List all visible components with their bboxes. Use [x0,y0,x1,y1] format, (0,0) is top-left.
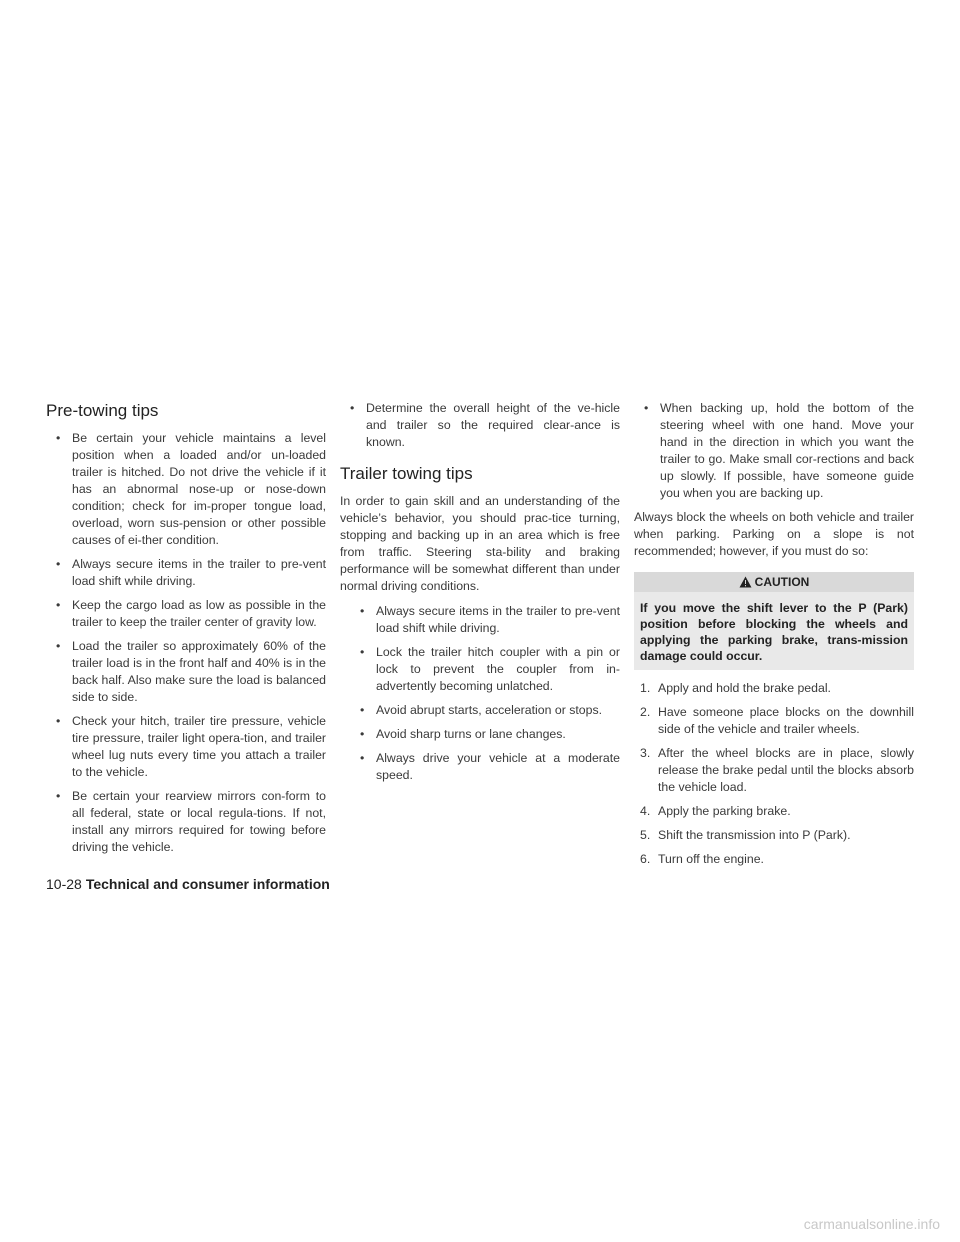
pre-towing-bullet-list [46,430,326,856]
step-number: 5. [640,828,651,842]
list-item: • Always secure items in the trailer to pre-vent load shift while driving. [46,556,326,590]
step-number: 1. [640,681,651,695]
trailer-towing-tips-heading: Trailer towing tips [340,464,473,483]
list-item: • Check your hitch, trailer tire pressure, vehicle tire pressure, trailer light opera-tion, and trailer wheel lug nuts every time you attach a trailer to the vehicle. [46,713,326,781]
warning-triangle-icon [739,576,752,588]
list-item: • Determine the overall height of the ve-hicle and trailer so the required clear-ance is known. [340,400,620,451]
step-text: Shift the transmission into P (Park). [658,828,851,842]
list-item: • Be certain your vehicle maintains a level position when a loaded and/or un-loaded trailer is hitched. Do not drive the vehicle if it has an abnormal nose-up or nose-down condition; check for im-proper tongue load, overload, worn sus-pension or other possible causes of ei-ther condition. [46,430,326,549]
section-title: Technical and consumer information [85,876,330,892]
trailer-towing-intro: In order to gain skill and an understanding of the vehicle’s behavior, you should prac-tice turning, stopping and backing up in an area which is free from traffic. Steering sta-bility and braking performance will be somewhat different than under normal driving conditions. [340,494,620,593]
step-number: 6. [640,852,651,866]
step-text: Apply the parking brake. [658,804,791,818]
list-item [634,704,914,738]
list-item: • Avoid abrupt starts, acceleration or stops. [340,702,620,719]
step-text: Turn off the engine. [658,852,764,866]
list-item [634,827,914,844]
caution-text: If you move the shift lever to the P (Park) position before blocking the wheels and applying the parking brake, trans-mission damage could occur. [634,592,914,670]
continued-bullet-list [340,400,620,451]
caution-header [634,572,914,592]
list-item: • Lock the trailer hitch coupler with a pin or lock to prevent the coupler from in-advertently becoming unlatched. [340,644,620,695]
list-item: • Keep the cargo load as low as possible in the trailer to keep the trailer center of gravity low. [46,597,326,631]
list-item [634,851,914,868]
step-text: Apply and hold the brake pedal. [658,681,831,695]
list-item: • Be certain your rearview mirrors con-form to all federal, state or local regula-tions. If not, install any mirrors required for towing before driving the vehicle. [46,788,326,856]
towing-bullet-list [340,603,620,784]
list-item [634,745,914,796]
step-number: 4. [640,804,651,818]
list-item [634,803,914,820]
step-number: 2. [640,705,651,719]
backing-bullet-list [634,400,914,502]
pre-towing-tips-heading: Pre-towing tips [46,401,159,420]
parking-steps-list [634,680,914,868]
watermark: carmanualsonline.info [803,1216,940,1232]
step-text: Have someone place blocks on the downhill side of the vehicle and trailer wheels. [658,705,914,736]
step-number: 3. [640,746,651,760]
page-footer [46,876,330,892]
parking-paragraph: Always block the wheels on both vehicle and trailer when parking. Parking on a slope is not recommended; however, if you must do so: [634,510,914,558]
list-item: • When backing up, hold the bottom of the steering wheel with one hand. Move your hand in the direction in which you want the trailer to go. Make small cor-rections and back up slowly. If possible, have someone guide you when you are backing up. [634,400,914,502]
list-item: • Always secure items in the trailer to pre-vent load shift while driving. [340,603,620,637]
left-column [46,400,326,863]
step-text: After the wheel blocks are in place, slowly release the brake pedal until the blocks absorb the vehicle load. [658,746,914,794]
list-item: • Load the trailer so approximately 60% of the trailer load is in the front half and 40% is in the back half. Also make sure the load is balanced side to side. [46,638,326,706]
page-number: 10-28 [46,876,82,892]
list-item: • Always drive your vehicle at a moderate speed. [340,750,620,784]
list-item: • Avoid sharp turns or lane changes. [340,726,620,743]
caution-label: CAUTION [754,574,810,589]
middle-column [340,400,620,791]
list-item [634,680,914,697]
right-column [634,400,914,875]
